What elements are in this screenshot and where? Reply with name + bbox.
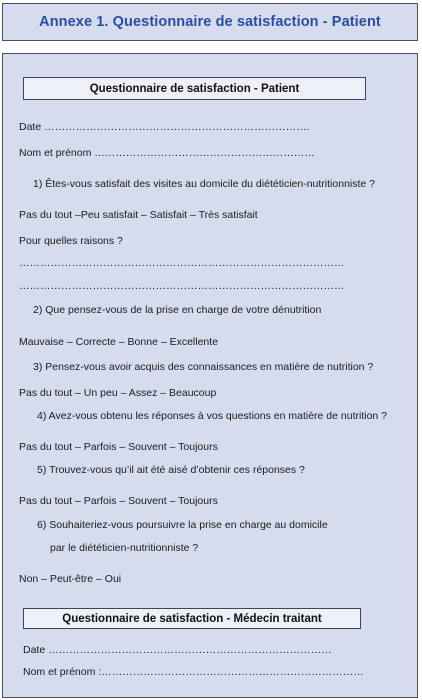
reasons-line-1[interactable]: …………………………………………………………………………………: [19, 257, 345, 269]
question-5: 5) Trouvez-vous qu’il ait été aisé d’obtenir ces réponses ?: [37, 464, 305, 476]
question-1: 1) Êtes-vous satisfait des visites au domicile du diététicien-nutritionniste ?: [33, 178, 375, 190]
answer-options-1[interactable]: Pas du tout –Peu satisfait – Satisfait – Très satisfait: [19, 209, 258, 221]
question-6-line-2: par le diététicien-nutritionniste ?: [50, 542, 199, 554]
question-3: 3) Pensez-vous avoir acquis des connaissances en matière de nutrition ?: [33, 361, 374, 373]
doctor-date-field[interactable]: Date ………………………………………………………………………: [23, 644, 332, 656]
questionnaire-panel: [2, 53, 418, 698]
answer-options-5[interactable]: Pas du tout – Parfois – Souvent – Toujours: [19, 495, 218, 507]
patient-section-title: Questionnaire de satisfaction - Patient: [23, 77, 366, 100]
question-6-line-1: 6) Souhaiteriez-vous poursuivre la prise en charge au domicile: [37, 519, 328, 531]
reasons-label: Pour quelles raisons ?: [19, 235, 123, 247]
doctor-section-title: Questionnaire de satisfaction - Médecin traitant: [23, 608, 361, 629]
answer-options-4[interactable]: Pas du tout – Parfois – Souvent – Toujours: [19, 441, 218, 453]
annex-header: [2, 3, 418, 41]
question-2: 2) Que pensez-vous de la prise en charge de votre dénutrition: [33, 304, 322, 316]
doctor-name-field[interactable]: Nom et prénom :…………………………………………………………………: [23, 666, 364, 678]
answer-options-2[interactable]: Mauvaise – Correcte – Bonne – Excellente: [19, 336, 219, 348]
name-field[interactable]: Nom et prénom ………………………………………………………: [19, 147, 315, 159]
answer-options-3[interactable]: Pas du tout – Un peu – Assez – Beaucoup: [19, 387, 217, 399]
date-field[interactable]: Date ………………………………………………………………….: [19, 121, 310, 133]
answer-options-6[interactable]: Non – Peut-être – Oui: [19, 573, 122, 585]
annex-title: Annexe 1. Questionnaire de satisfaction - Patient: [39, 14, 381, 30]
question-4: 4) Avez-vous obtenu les réponses à vos questions en matière de nutrition ?: [37, 410, 388, 422]
reasons-line-2[interactable]: …………………………………………………………………………………: [19, 280, 345, 292]
